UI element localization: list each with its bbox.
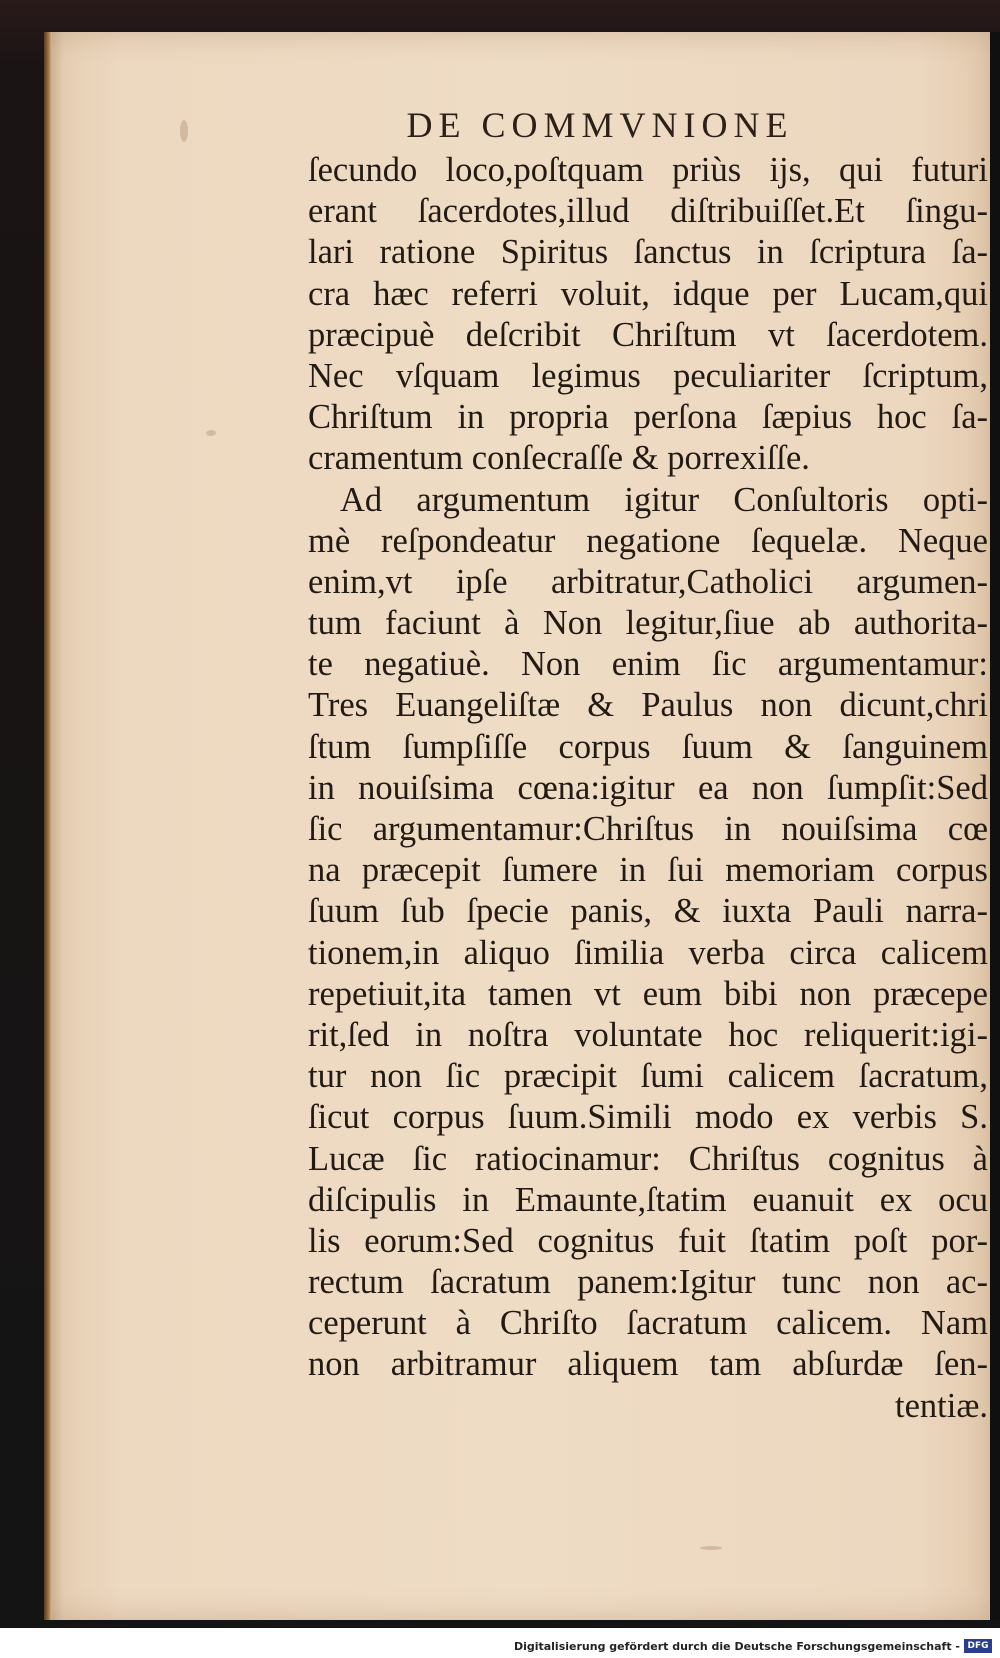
text-line: ſuum ſub ſpecie panis, & iuxta Pauli narra- <box>308 892 988 931</box>
text-line: tur non ſic præcipit ſumi calicem ſacratum, <box>308 1057 988 1096</box>
dfg-logo: DFG <box>964 1639 992 1653</box>
text-line: Tres Euangeliſtæ & Paulus non dicunt,chri <box>308 686 988 725</box>
text-line: tionem,in aliquo ſimilia verba circa calicem <box>308 933 988 972</box>
text-line: in nouiſsima cœna:igitur ea non ſumpſit:Sed <box>308 768 988 807</box>
text-line: cramentum conſecraſſe & porrexiſſe. <box>308 439 810 478</box>
page-stain <box>180 120 188 142</box>
text-line: diſcipulis in Emaunte,ſtatim euanuit ex ocu <box>308 1180 988 1219</box>
text-line: repetiuit,ita tamen vt eum bibi non præcepe <box>308 974 988 1013</box>
page-spine-edge <box>44 32 52 1620</box>
page-right-gutter <box>990 32 1000 1620</box>
text-line: enim,vt ipſe arbitratur,Catholici argumen- <box>308 562 988 601</box>
text-line: Chriſtum in propria perſona ſæpius hoc ſa- <box>308 398 988 437</box>
text-line: ſtum ſumpſiſſe corpus ſuum & ſanguinem <box>308 727 988 766</box>
text-line: non arbitramur aliquem tam abſurdæ ſen- <box>308 1345 988 1384</box>
text-line: rectum ſacratum panem:Igitur tunc non ac- <box>308 1263 988 1302</box>
text-line: Lucæ ſic ratiocinamur: Chriſtus cognitus à <box>308 1139 988 1178</box>
text-line: ſecundo loco,poſtquam priùs ijs, qui futuri <box>308 151 988 189</box>
body-text <box>308 150 988 1427</box>
text-line: na præcepit ſumere in ſui memoriam corpus <box>308 851 988 890</box>
text-line: tentiæ. <box>895 1386 988 1425</box>
text-line: erant ſacerdotes,illud diſtribuiſſet.Et ſingu- <box>308 192 988 231</box>
text-line: tum faciunt à Non legitur,ſiue ab authorita- <box>308 604 988 643</box>
text-line: præcipuè deſcribit Chriſtum vt ſacerdotem. <box>308 315 988 354</box>
page-stain <box>206 430 216 436</box>
text-line: cra hæc referri voluit, idque per Lucam,qui <box>308 274 988 313</box>
running-head: DE COMMVNIONE <box>406 105 794 145</box>
funding-credit: Digitalisierung gefördert durch die Deutsche Forschungsgemeinschaft - <box>513 1640 960 1653</box>
text-line: Ad argumentum igitur Conſultoris opti- <box>340 480 988 519</box>
page-stain <box>700 1546 722 1550</box>
text-line: ſic argumentamur:Chriſtus in nouiſsima cœ <box>308 810 988 848</box>
text-line: lari ratione Spiritus ſanctus in ſcriptura ſa- <box>308 233 988 272</box>
text-line: te negatiuè. Non enim ſic argumentamur: <box>308 645 988 684</box>
text-line: rit,ſed in noſtra voluntate hoc reliquerit:igi- <box>308 1015 988 1054</box>
text-line: ceperunt à Chriſto ſacratum calicem. Nam <box>308 1304 988 1343</box>
text-line: lis eorum:Sed cognitus fuit ſtatim poſt por- <box>308 1221 988 1260</box>
text-line: ſicut corpus ſuum.Simili modo ex verbis S. <box>308 1098 988 1137</box>
text-line: mè reſpondeatur negatione ſequelæ. Neque <box>308 521 988 560</box>
text-line: Nec vſquam legimus peculiariter ſcriptum, <box>308 356 988 395</box>
